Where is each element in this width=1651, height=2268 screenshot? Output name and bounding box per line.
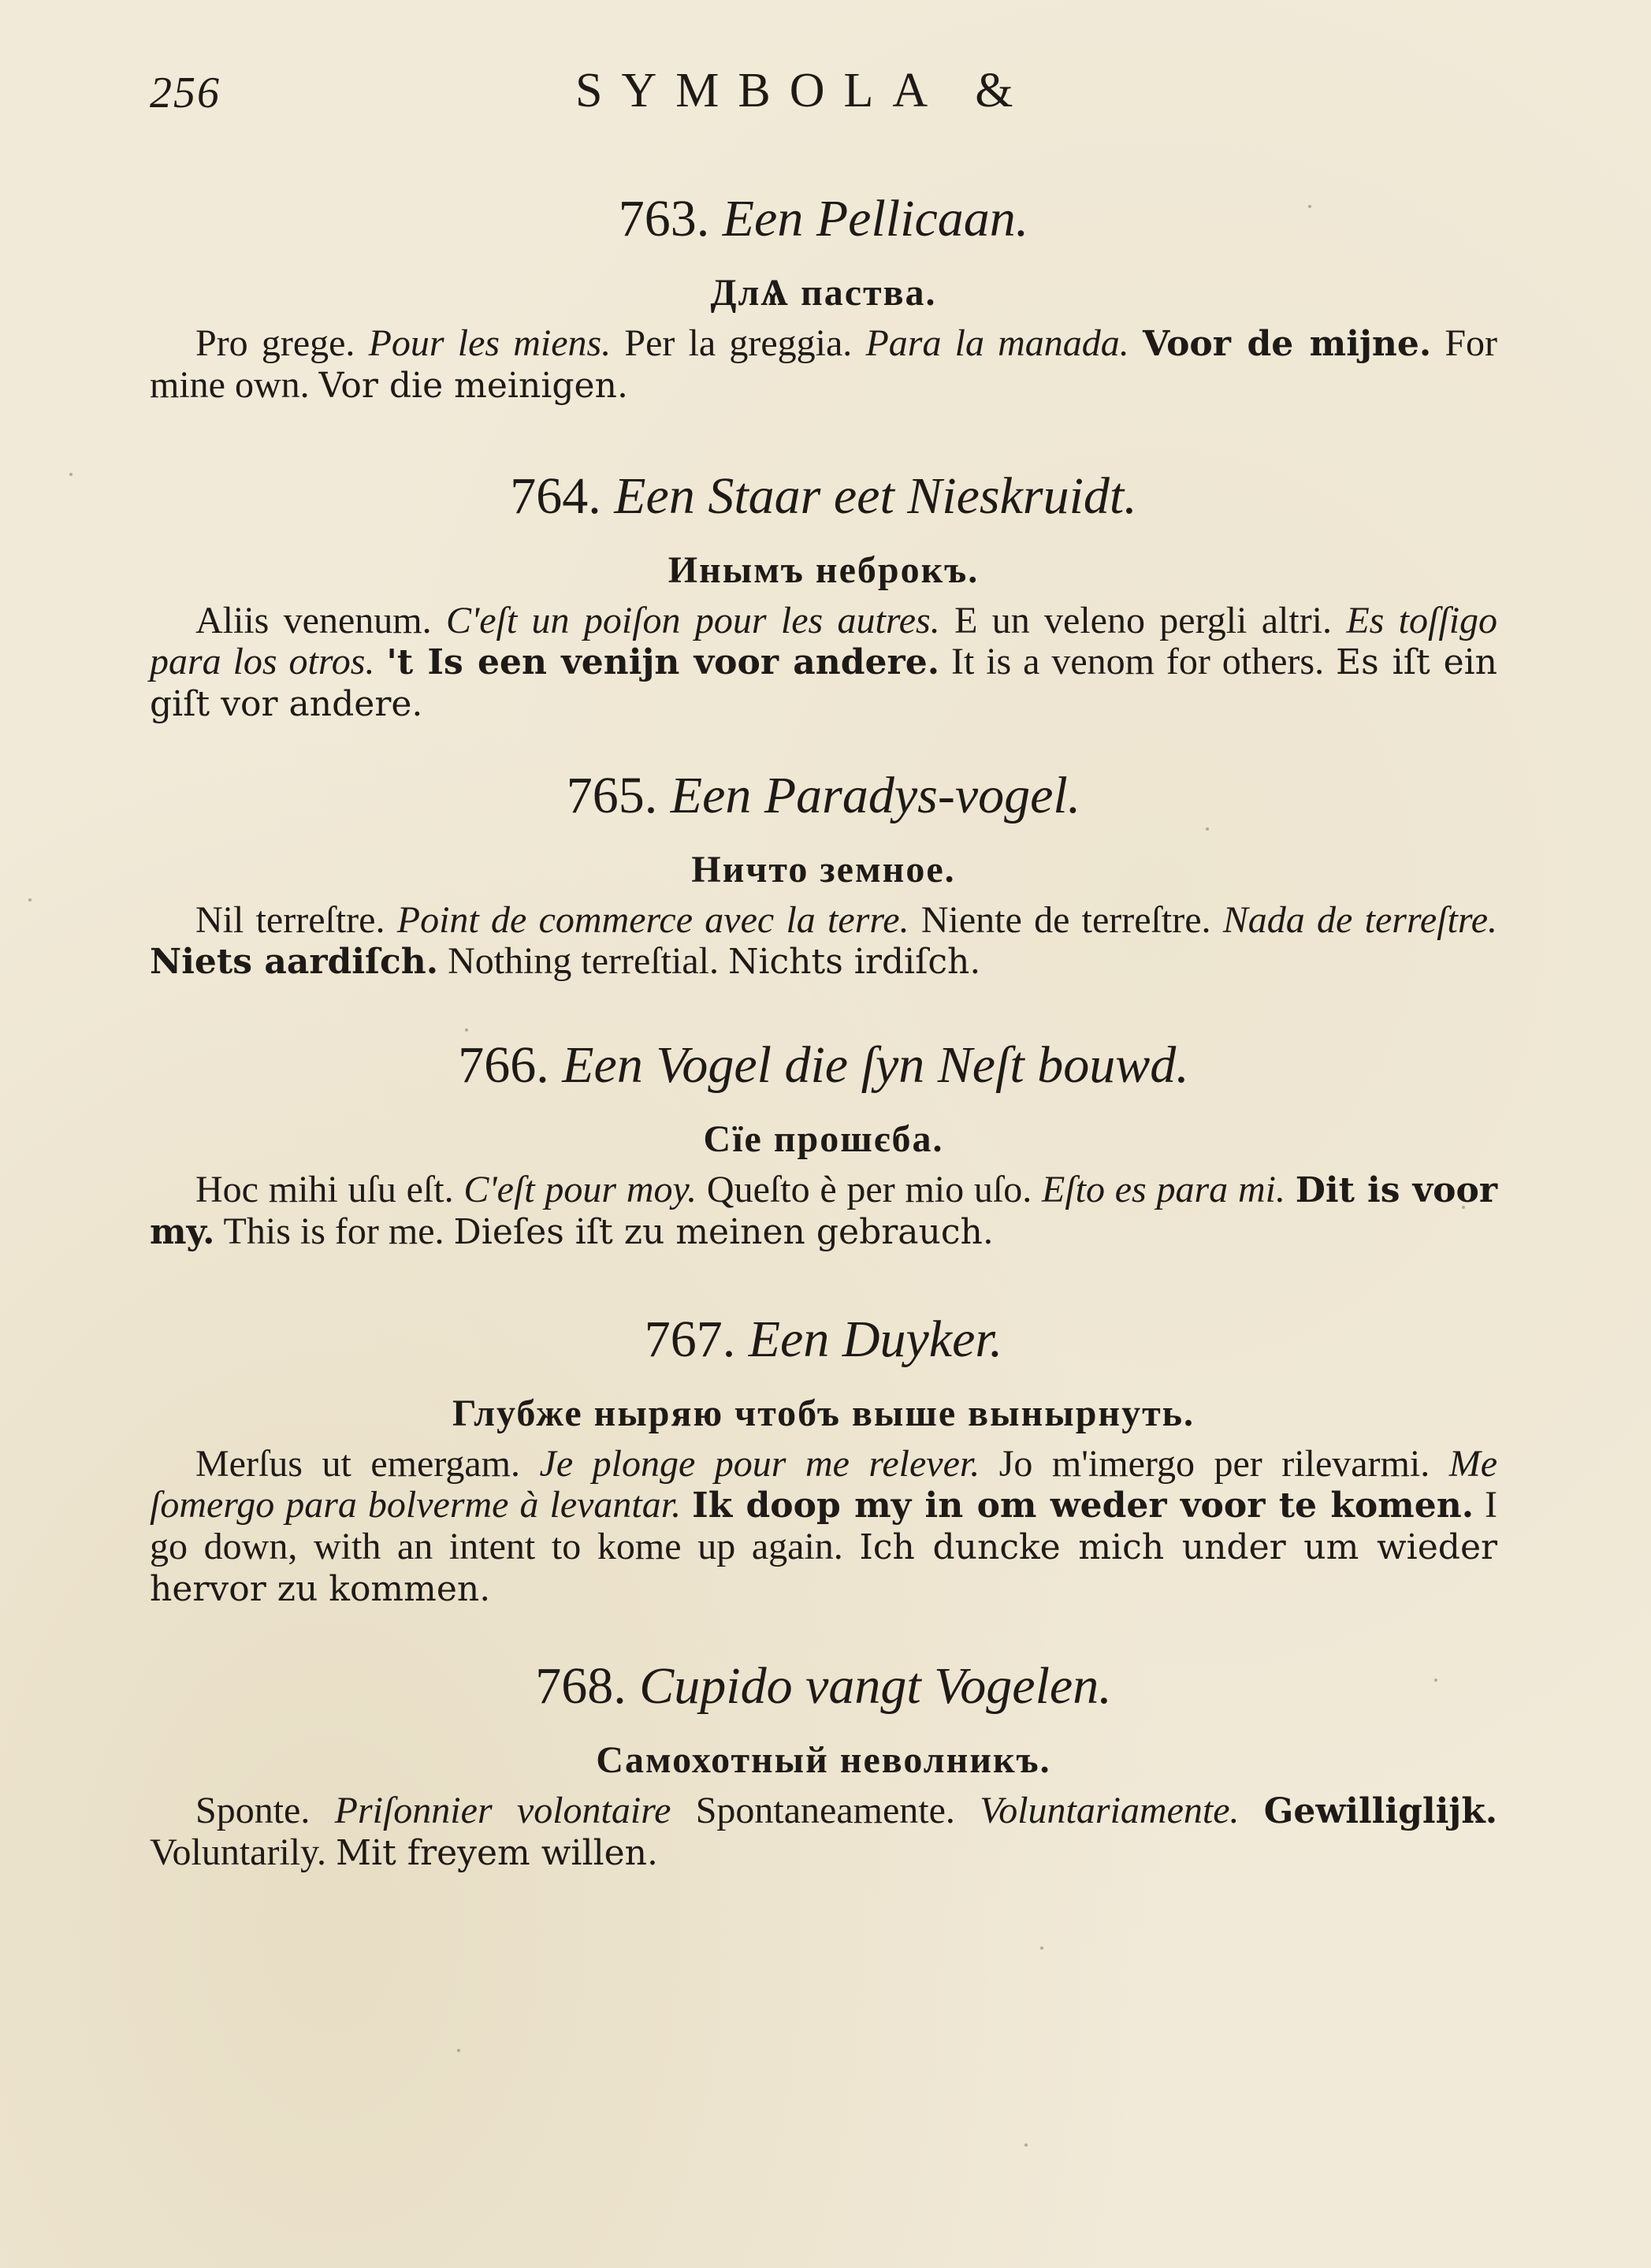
emblem-entry <box>150 1308 1497 1610</box>
latin-motto: Pro grege. <box>195 322 355 364</box>
entry-heading <box>150 764 1497 827</box>
entry-title: Een Vogel die ſyn Neſt bouwd. <box>562 1036 1189 1094</box>
italian-motto: Per la greggia. <box>624 322 853 364</box>
entry-title: Een Pellicaan. <box>722 190 1029 247</box>
spanish-motto: Eſto es para mi. <box>1042 1169 1285 1210</box>
italian-motto: Jo m'imergo per rilevarmi. <box>998 1443 1430 1485</box>
motto-translations <box>150 1169 1497 1253</box>
entry-heading <box>150 465 1497 528</box>
entry-heading <box>150 188 1497 251</box>
emblem-entry <box>150 188 1497 407</box>
latin-motto: Nil terreſtre. <box>195 899 385 941</box>
ink-speck <box>28 898 32 902</box>
spanish-motto: Nada de terreſtre. <box>1222 899 1498 941</box>
ink-speck <box>1040 1946 1043 1950</box>
latin-motto: Hoc mihi uſu eſt. <box>195 1169 454 1210</box>
entry-title: Cupido vangt Vogelen. <box>639 1657 1112 1715</box>
german-motto: Dieſes iſt zu meinen gebrauch. <box>453 1212 994 1252</box>
slavonic-motto: Самохотный неволникъ. <box>596 1739 1051 1781</box>
entry-number: 768. <box>535 1657 627 1715</box>
entry-heading <box>150 1308 1497 1371</box>
motto-translations <box>150 323 1497 407</box>
running-head <box>0 63 1651 134</box>
ink-speck <box>465 1028 468 1032</box>
english-motto: For mine own. <box>150 322 1498 406</box>
entry-number: 763. <box>618 190 710 247</box>
ink-speck <box>69 473 73 476</box>
slavonic-motto: Сїе прошєба. <box>703 1118 944 1160</box>
french-motto: C'eſt pour moy. <box>463 1169 697 1210</box>
ink-speck <box>457 2049 460 2052</box>
english-motto: Nothing terreſtial. <box>448 940 719 982</box>
spanish-motto: Es toſſigo para los otros. <box>150 600 1498 682</box>
german-motto: Mit freyem willen. <box>336 1833 658 1873</box>
french-motto: Je plonge pour me relever. <box>539 1443 980 1485</box>
spanish-motto: Me ſomergo para bolverme à levantar. <box>150 1443 1498 1526</box>
german-motto: Es iſt ein giſt vor andere. <box>150 642 1498 724</box>
ink-speck <box>1024 2143 1028 2147</box>
italian-motto: E un veleno pergli altri. <box>954 600 1333 641</box>
english-motto: It is a venom for others. <box>950 641 1325 682</box>
french-motto: C'eſt un poiſon pour les autres. <box>445 600 940 641</box>
english-motto: This is for me. <box>223 1210 444 1252</box>
italian-motto: Queſto è per mio uſo. <box>706 1169 1032 1210</box>
spanish-motto: Para la manada. <box>865 322 1129 364</box>
dutch-motto: 't Is een venijn voor andere. <box>386 642 940 682</box>
entry-heading <box>150 1034 1497 1097</box>
italian-motto: Niente de terreſtre. <box>920 899 1211 941</box>
english-motto: I go down, with an intent to kome up again. <box>150 1484 1498 1567</box>
french-motto: Priſonnier volontaire <box>334 1790 671 1831</box>
emblem-entry <box>150 1034 1497 1253</box>
latin-motto: Sponte. <box>195 1790 310 1831</box>
page-number: 256 <box>150 69 221 117</box>
entry-number: 767. <box>644 1311 736 1368</box>
dutch-motto: Gewilliglijk. <box>1263 1791 1498 1831</box>
dutch-motto: Dit is voor my. <box>150 1170 1498 1252</box>
slavonic-motto: Инымъ неброкъ. <box>667 549 980 591</box>
motto-translations <box>150 1444 1497 1610</box>
german-motto: Ich duncke mich under um wieder hervor zu kommen. <box>150 1527 1498 1609</box>
entry-title: Een Paradys-vogel. <box>670 767 1081 824</box>
entry-title: Een Duyker. <box>748 1311 1003 1368</box>
slavonic-motto: Ничто земное. <box>691 849 956 890</box>
italian-motto: Spontaneamente. <box>695 1790 955 1831</box>
entry-number: 764. <box>510 467 601 525</box>
dutch-motto: Niets aardiſch. <box>150 942 439 982</box>
latin-motto: Merſus ut emergam. <box>195 1443 521 1485</box>
running-title: SYMBOLA & <box>575 64 1032 117</box>
entry-heading <box>150 1655 1497 1718</box>
entry-number: 766. <box>458 1036 549 1094</box>
latin-motto: Aliis venenum. <box>195 600 432 641</box>
french-motto: Point de commerce avec la terre. <box>396 899 909 941</box>
emblem-entry <box>150 764 1497 983</box>
emblem-entry <box>150 1655 1497 1874</box>
dutch-motto: Voor de mijne. <box>1142 324 1432 364</box>
entry-title: Een Staar eet Nieskruidt. <box>614 467 1137 525</box>
german-motto: Vor die meinigen. <box>318 366 628 406</box>
english-motto: Voluntarily. <box>150 1831 326 1873</box>
entry-number: 765. <box>566 767 658 824</box>
slavonic-motto: Глубже ныряю чтобъ выше вынырнуть. <box>452 1392 1195 1434</box>
motto-translations <box>150 600 1497 725</box>
spanish-motto: Voluntariamente. <box>980 1790 1240 1831</box>
emblem-entry <box>150 465 1497 725</box>
french-motto: Pour les miens. <box>368 322 612 364</box>
motto-translations <box>150 1790 1497 1874</box>
german-motto: Nichts irdiſch. <box>727 942 981 982</box>
dutch-motto: Ik doop my in om weder voor te komen. <box>692 1485 1474 1526</box>
slavonic-motto: ДлѦ паства. <box>710 272 937 314</box>
motto-translations <box>150 900 1497 983</box>
